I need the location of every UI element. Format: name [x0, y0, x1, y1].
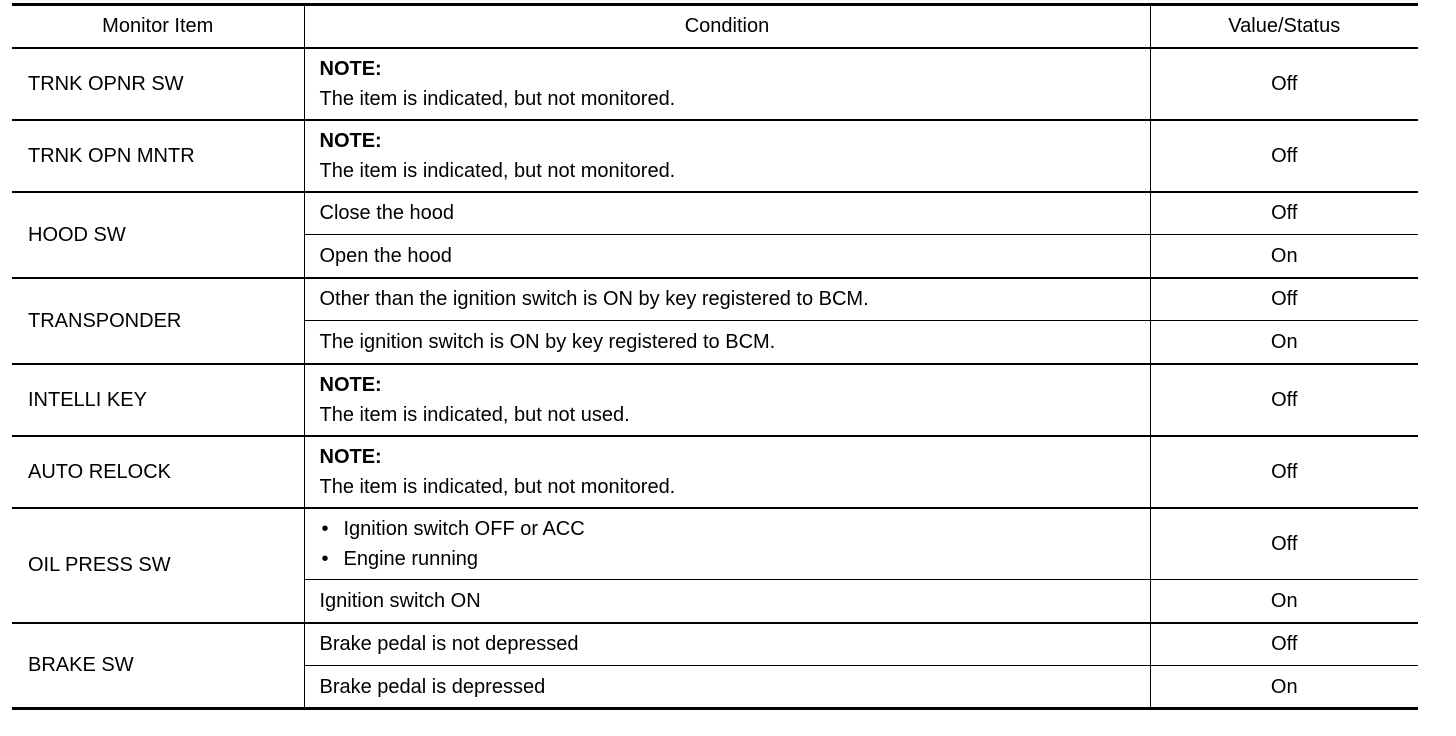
condition-cell: The ignition switch is ON by key registered to BCM. — [304, 321, 1150, 364]
value-cell: On — [1150, 235, 1418, 278]
monitor-table — [12, 3, 1418, 710]
value-cell: On — [1150, 666, 1418, 709]
bullet-icon: • — [321, 547, 329, 570]
value-cell: Off — [1150, 623, 1418, 666]
table-row — [12, 508, 1418, 580]
table-row — [12, 192, 1418, 235]
value-cell: On — [1150, 580, 1418, 623]
note-label: NOTE: — [319, 129, 382, 152]
table-row — [12, 48, 1418, 120]
monitor-item-cell: TRANSPONDER — [12, 278, 304, 364]
list-item — [320, 544, 1150, 574]
bullet-text: Engine running — [343, 547, 479, 570]
condition-cell: Open the hood — [304, 235, 1150, 278]
condition-cell — [304, 364, 1150, 436]
note-label: NOTE: — [319, 373, 382, 396]
monitor-item-cell: OIL PRESS SW — [12, 508, 304, 623]
table-row — [12, 120, 1418, 192]
bullet-icon: • — [321, 517, 329, 540]
condition-cell: Brake pedal is not depressed — [304, 623, 1150, 666]
value-cell: Off — [1150, 48, 1418, 120]
table-row — [12, 278, 1418, 321]
value-cell: Off — [1150, 364, 1418, 436]
condition-cell: Ignition switch ON — [304, 580, 1150, 623]
condition-cell — [304, 48, 1150, 120]
condition-cell — [304, 120, 1150, 192]
list-item — [320, 514, 1150, 544]
condition-cell: Other than the ignition switch is ON by key registered to BCM. — [304, 278, 1150, 321]
monitor-item-cell: BRAKE SW — [12, 623, 304, 709]
monitor-item-cell: HOOD SW — [12, 192, 304, 278]
monitor-item-cell: INTELLI KEY — [12, 364, 304, 436]
condition-cell — [304, 436, 1150, 508]
header-row — [12, 5, 1418, 48]
value-cell: Off — [1150, 278, 1418, 321]
note-text: The item is indicated, but not monitored. — [319, 475, 676, 498]
note-text: The item is indicated, but not monitored. — [319, 159, 676, 182]
condition-cell: Close the hood — [304, 192, 1150, 235]
value-cell: Off — [1150, 508, 1418, 580]
table-row — [12, 436, 1418, 508]
bullet-text: Ignition switch OFF or ACC — [343, 517, 585, 540]
value-cell: Off — [1150, 120, 1418, 192]
table-row — [12, 364, 1418, 436]
value-cell: On — [1150, 321, 1418, 364]
note-text: The item is indicated, but not monitored. — [319, 87, 676, 110]
condition-bullet-list — [320, 514, 1150, 574]
header-condition: Condition — [304, 5, 1150, 48]
value-cell: Off — [1150, 192, 1418, 235]
table-row — [12, 623, 1418, 666]
monitor-item-cell: AUTO RELOCK — [12, 436, 304, 508]
note-text: The item is indicated, but not used. — [319, 403, 630, 426]
note-label: NOTE: — [319, 445, 382, 468]
monitor-item-cell: TRNK OPNR SW — [28, 72, 184, 95]
condition-cell: Brake pedal is depressed — [304, 666, 1150, 709]
value-cell: Off — [1150, 436, 1418, 508]
monitor-item-cell: TRNK OPN MNTR — [12, 120, 304, 192]
note-label: NOTE: — [319, 57, 382, 80]
header-monitor-item: Monitor Item — [12, 5, 304, 48]
condition-cell — [304, 508, 1150, 580]
header-value-status: Value/Status — [1150, 5, 1418, 48]
